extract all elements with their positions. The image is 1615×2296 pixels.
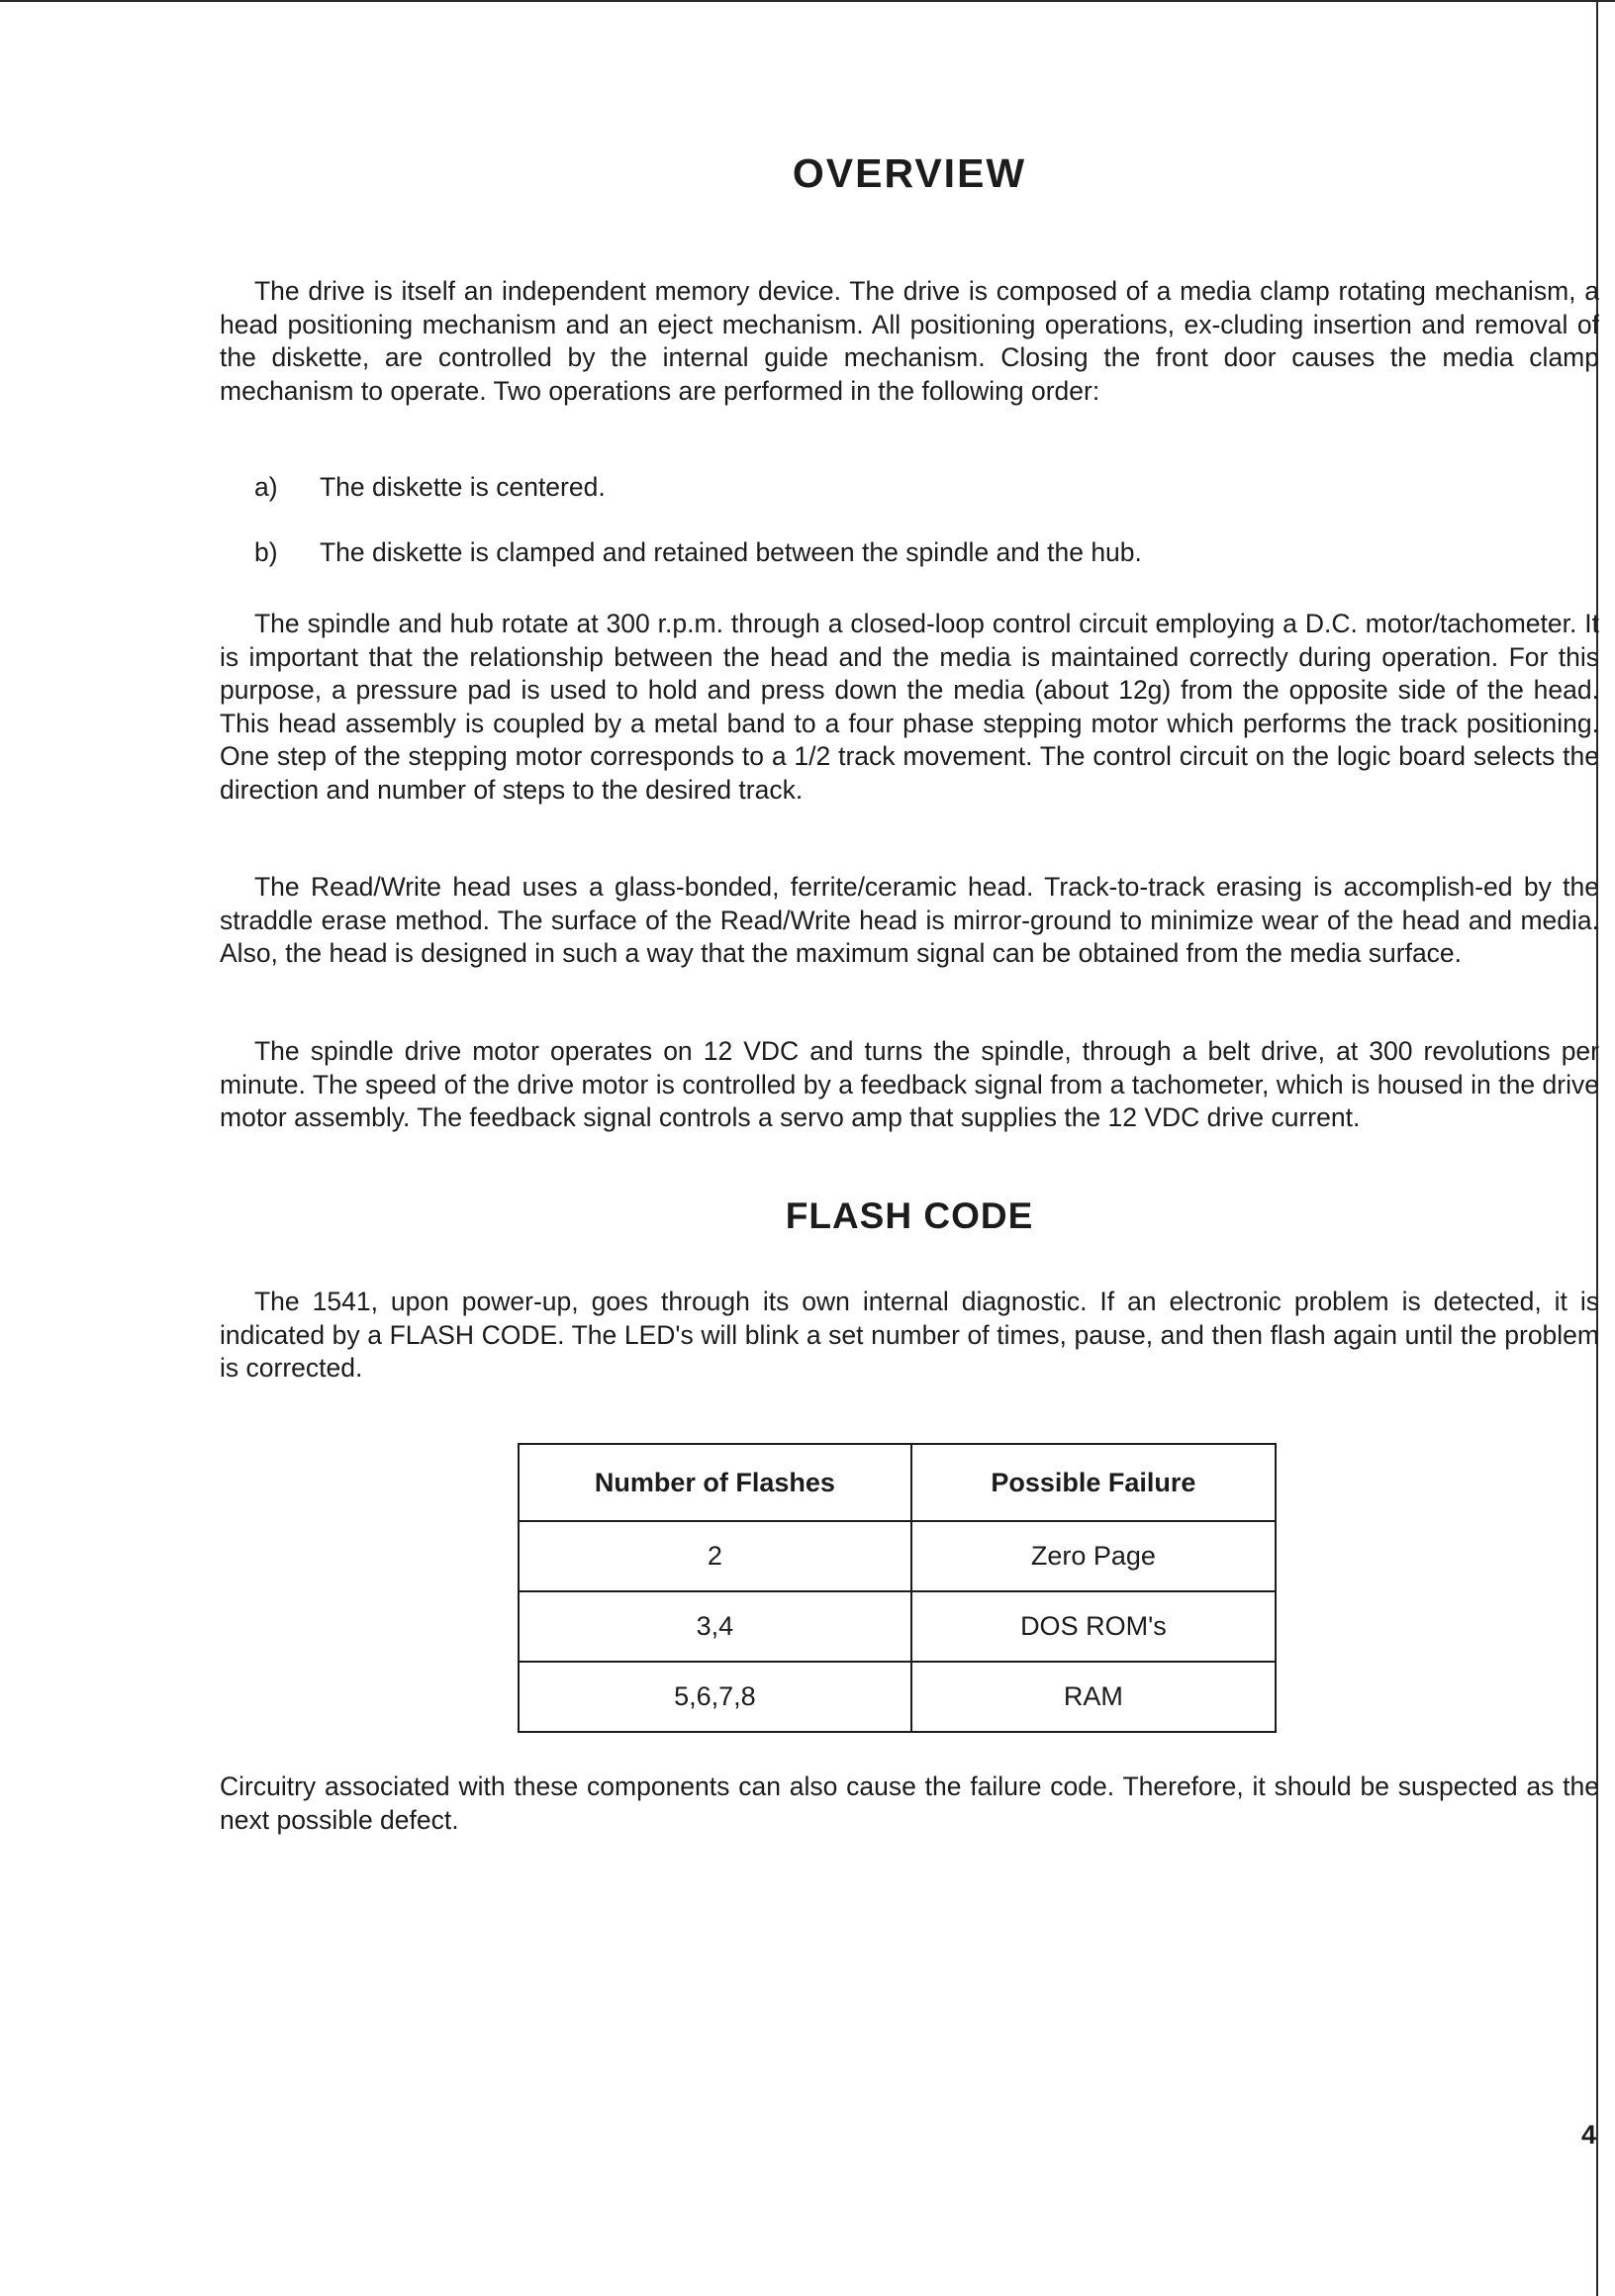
overview-heading: OVERVIEW	[792, 150, 1027, 196]
failure-cell: DOS ROM's	[911, 1591, 1276, 1662]
flash-code-footer-paragraph: Circuitry associated with these components can also cause the failure code. Therefore, it should be suspected as the next possible defect.	[220, 1771, 1599, 1835]
overview-paragraph-2: The spindle and hub rotate at 300 r.p.m. through a closed-loop control circuit employing a D.C. motor/tachometer. It is important that the relationship between the head and the media is maintained correctly during operation. For this purpose, a pressure pad is used to hold and press down the media (about 12g) from the opposite side of the head. This head assembly is coupled by a metal band to a four phase stepping motor which performs the track positioning. One step of the stepping motor corresponds to a 1/2 track movement. The control circuit on the logic board selects the direction and number of steps to the desired track.	[220, 609, 1599, 805]
list-item	[254, 471, 606, 505]
flashes-cell: 2	[519, 1521, 911, 1591]
table-header-row	[519, 1444, 1276, 1521]
flash-code-table	[518, 1443, 1277, 1733]
list-item-text: The diskette is clamped and retained between the spindle and the hub.	[320, 537, 1142, 567]
list-item	[254, 536, 1142, 570]
page-top-edge	[0, 0, 1615, 2]
failure-cell: RAM	[911, 1662, 1276, 1732]
overview-paragraph-4: The spindle drive motor operates on 12 VDC and turns the spindle, through a belt drive, at 300 revolutions per minute. The speed of the drive motor is controlled by a feedback signal from a tachometer, which is housed in the drive motor assembly. The feedback signal controls a servo amp that supplies the 12 VDC drive current.	[220, 1036, 1599, 1132]
page-number: 4	[1581, 2120, 1597, 2150]
header-possible-failure: Possible Failure	[911, 1444, 1276, 1521]
flashes-cell: 5,6,7,8	[519, 1662, 911, 1732]
overview-paragraph-3: The Read/Write head uses a glass-bonded, ferrite/ceramic head. Track-to-track erasing is accomplish-ed by the straddle erase method. The surface of the Read/Write head is mirror-ground to minimize wear of the head and media. Also, the head is designed in such a way that the maximum signal can be obtained from the media surface.	[220, 872, 1599, 968]
failure-cell: Zero Page	[911, 1521, 1276, 1591]
table-row	[519, 1591, 1276, 1662]
flash-code-paragraph: The 1541, upon power-up, goes through its own internal diagnostic. If an electronic problem is detected, it is indicated by a FLASH CODE. The LED's will blink a set number of times, pause, and then flash again until the problem is corrected.	[220, 1287, 1599, 1383]
list-item-text: The diskette is centered.	[320, 472, 606, 502]
list-marker: b)	[254, 537, 278, 567]
header-number-of-flashes: Number of Flashes	[519, 1444, 911, 1521]
table-row	[519, 1662, 1276, 1732]
flash-code-heading: FLASH CODE	[785, 1196, 1034, 1236]
flashes-cell: 3,4	[519, 1591, 911, 1662]
list-marker: a)	[254, 472, 278, 502]
overview-paragraph-1: The drive is itself an independent memory device. The drive is composed of a media clamp rotating mechanism, a head positioning mechanism and an eject mechanism. All positioning operations, ex-cluding insertion and removal of the diskette, are controlled by the internal guide mechanism. Closing the front door causes the media clamp mechanism to operate. Two operations are performed in the following order:	[220, 276, 1599, 406]
table-row	[519, 1521, 1276, 1591]
